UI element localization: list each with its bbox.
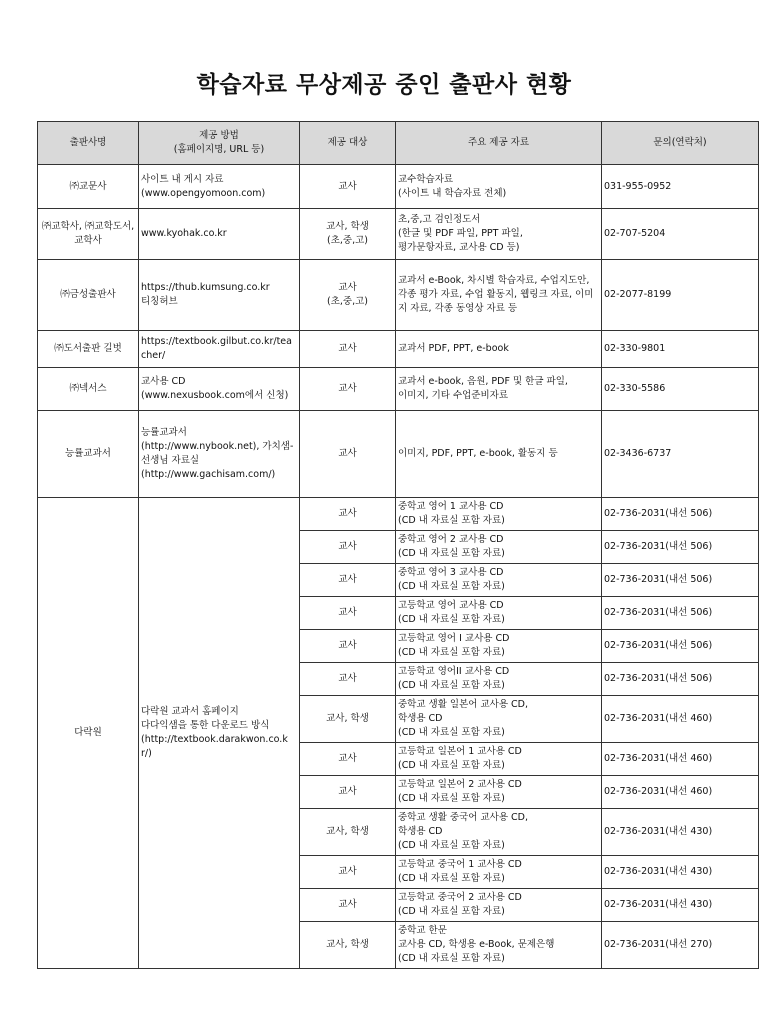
materials-cell-line: 이미지, 기타 수업준비자료 (398, 390, 509, 401)
publisher-cell: ㈜도서출판 길벗 (38, 331, 139, 368)
target-cell: 교사 (300, 498, 396, 531)
method-cell-line: (http://www.nybook.net), 가치샘-선생님 자료실 (141, 441, 294, 466)
materials-cell (396, 776, 602, 809)
materials-cell-line: 고등학교 일본어 2 교사용 CD (398, 779, 522, 790)
header-materials: 주요 제공 자료 (396, 122, 602, 165)
contact-cell: 02-330-9801 (602, 331, 759, 368)
materials-cell-line: 이미지, PDF, PPT, e-book, 활동지 등 (398, 448, 558, 459)
publisher-cell: ㈜넥서스 (38, 368, 139, 411)
materials-cell-line: (CD 내 자료실 포함 자료) (398, 515, 505, 526)
method-cell-line: https://textbook.gilbut.co.kr/teacher/ (141, 336, 292, 361)
contact-cell: 02-736-2031(내선 506) (602, 531, 759, 564)
contact-cell: 02-736-2031(내선 460) (602, 776, 759, 809)
contact-cell: 02-736-2031(내선 430) (602, 856, 759, 889)
materials-cell-line: 고등학교 영어 교사용 CD (398, 600, 504, 611)
method-cell-line: 교사용 CD (141, 376, 186, 387)
target-cell: 교사, 학생 (300, 696, 396, 743)
contact-cell: 02-736-2031(내선 506) (602, 630, 759, 663)
target-cell (300, 165, 396, 209)
materials-cell-line: 교과서 e-book, 음원, PDF 및 한글 파일, (398, 376, 568, 387)
materials-cell-line: 중학교 영어 2 교사용 CD (398, 534, 504, 545)
materials-cell (396, 889, 602, 922)
materials-cell-line: (CD 내 자료실 포함 자료) (398, 760, 505, 771)
materials-cell-line: 교과서 PDF, PPT, e-book (398, 343, 509, 354)
table-row (38, 498, 759, 531)
materials-cell (396, 856, 602, 889)
target-cell: 교사 (300, 630, 396, 663)
target-cell: 교사 (300, 564, 396, 597)
method-cell-line: https://thub.kumsung.co.kr (141, 282, 270, 293)
materials-cell (396, 260, 602, 331)
materials-cell (396, 498, 602, 531)
materials-cell (396, 165, 602, 209)
materials-cell-line: 고등학교 영어 I 교사용 CD (398, 633, 510, 644)
method-cell (139, 331, 300, 368)
materials-cell-line: 학생용 CD (398, 713, 443, 724)
target-cell (300, 209, 396, 260)
publisher-cell: ㈜교학사, ㈜교학도서, 교학사 (38, 209, 139, 260)
target-cell: 교사, 학생 (300, 809, 396, 856)
contact-cell: 02-3436-6737 (602, 411, 759, 498)
materials-cell-line: 고등학교 중국어 1 교사용 CD (398, 859, 522, 870)
materials-cell (396, 809, 602, 856)
materials-cell-line: (사이트 내 학습자료 전체) (398, 187, 507, 199)
method-cell-line: 사이트 내 게시 자료 (141, 173, 224, 185)
target-cell-line: 교사, 학생 (326, 221, 369, 232)
contact-cell: 02-736-2031(내선 460) (602, 696, 759, 743)
header-method-line: 제공 방법 (199, 130, 239, 141)
materials-cell-line: (CD 내 자료실 포함 자료) (398, 647, 505, 658)
target-cell: 교사 (300, 856, 396, 889)
target-cell (300, 368, 396, 411)
method-cell-line: (http://www.gachisam.com/) (141, 469, 276, 480)
contact-cell: 02-2077-8199 (602, 260, 759, 331)
materials-cell-line: 학생용 CD (398, 826, 443, 837)
method-cell (139, 498, 300, 969)
method-cell-line: (http://textbook.darakwon.co.kr/) (141, 734, 288, 759)
materials-cell (396, 597, 602, 630)
contact-cell: 02-330-5586 (602, 368, 759, 411)
materials-cell (396, 564, 602, 597)
target-cell-line: 교사 (338, 383, 357, 394)
table-header-row (38, 122, 759, 165)
contact-cell: 031-955-0952 (602, 165, 759, 209)
materials-cell-line: (CD 내 자료실 포함 자료) (398, 953, 505, 964)
method-cell-line: 다다익샘을 통한 다운로드 방식 (141, 720, 270, 731)
target-cell-line: 교사 (338, 282, 357, 293)
target-cell-line: (초,중,고) (327, 296, 368, 307)
materials-cell (396, 922, 602, 969)
materials-cell-line: 교과서 e-Book, 차시별 학습자료, 수업지도안, 각종 평가 자료, 수업 활동지, 웹링크 자료, 이미지 자료, 각종 동영상 자료 등 (398, 275, 594, 314)
target-cell-line: 교사 (338, 343, 357, 354)
materials-cell-line: 중학교 생활 일본어 교사용 CD, (398, 699, 528, 710)
contact-cell: 02-736-2031(내선 430) (602, 809, 759, 856)
target-cell-line: 교사 (338, 180, 357, 192)
materials-cell (396, 531, 602, 564)
materials-cell (396, 411, 602, 498)
target-cell: 교사 (300, 776, 396, 809)
materials-cell-line: (CD 내 자료실 포함 자료) (398, 581, 505, 592)
materials-cell-line: (CD 내 자료실 포함 자료) (398, 727, 505, 738)
target-cell: 교사 (300, 889, 396, 922)
materials-cell-line: 중학교 생활 중국어 교사용 CD, (398, 812, 528, 823)
materials-cell-line: (CD 내 자료실 포함 자료) (398, 873, 505, 884)
materials-cell (396, 696, 602, 743)
target-cell: 교사, 학생 (300, 922, 396, 969)
method-cell-line: www.kyohak.co.kr (141, 228, 227, 239)
target-cell: 교사 (300, 597, 396, 630)
materials-cell-line: (CD 내 자료실 포함 자료) (398, 548, 505, 559)
materials-cell (396, 743, 602, 776)
method-cell-line: 능률교과서 (141, 427, 187, 438)
materials-cell-line: (CD 내 자료실 포함 자료) (398, 906, 505, 917)
table-row (38, 165, 759, 209)
materials-cell-line: 중학교 영어 1 교사용 CD (398, 501, 504, 512)
header-method-line: (홈페이지명, URL 등) (173, 144, 265, 155)
method-cell-line: 티칭허브 (141, 296, 178, 307)
materials-cell-line: 중학교 한문 (398, 925, 447, 936)
materials-cell (396, 209, 602, 260)
method-cell (139, 209, 300, 260)
contact-cell: 02-736-2031(내선 270) (602, 922, 759, 969)
target-cell (300, 260, 396, 331)
materials-cell-line: 고등학교 영어II 교사용 CD (398, 666, 510, 677)
materials-cell (396, 630, 602, 663)
materials-cell-line: 고등학교 중국어 2 교사용 CD (398, 892, 522, 903)
publisher-table (37, 121, 759, 969)
method-cell-line: 다락원 교과서 홈페이지 (141, 706, 239, 717)
publisher-cell: 능률교과서 (38, 411, 139, 498)
method-cell-line: (www.nexusbook.com에서 신청) (141, 390, 289, 401)
materials-cell (396, 663, 602, 696)
contact-cell: 02-736-2031(내선 460) (602, 743, 759, 776)
materials-cell-line: (CD 내 자료실 포함 자료) (398, 840, 505, 851)
materials-cell-line: 고등학교 일본어 1 교사용 CD (398, 746, 522, 757)
header-publisher: 출판사명 (38, 122, 139, 165)
method-cell-line: (www.opengyomoon.com) (141, 187, 266, 199)
materials-cell-line: (CD 내 자료실 포함 자료) (398, 614, 505, 625)
materials-cell-line: 중학교 영어 3 교사용 CD (398, 567, 504, 578)
target-cell: 교사 (300, 743, 396, 776)
method-cell (139, 411, 300, 498)
materials-cell-line: 교사용 CD, 학생용 e-Book, 문제은행 (398, 939, 555, 950)
target-cell-line: 교사 (338, 448, 357, 459)
table-body (38, 165, 759, 969)
header-target: 제공 대상 (300, 122, 396, 165)
materials-cell (396, 331, 602, 368)
contact-cell: 02-736-2031(내선 506) (602, 597, 759, 630)
materials-cell-line: (한글 및 PDF 파일, PPT 파일, (398, 228, 523, 239)
contact-cell: 02-736-2031(내선 506) (602, 663, 759, 696)
table-row (38, 260, 759, 331)
header-contact: 문의(연락처) (602, 122, 759, 165)
target-cell: 교사 (300, 531, 396, 564)
contact-cell: 02-736-2031(내선 506) (602, 498, 759, 531)
materials-cell (396, 368, 602, 411)
materials-cell-line: (CD 내 자료실 포함 자료) (398, 793, 505, 804)
table-row (38, 331, 759, 368)
target-cell (300, 331, 396, 368)
publisher-cell: 다락원 (38, 498, 139, 969)
method-cell (139, 165, 300, 209)
target-cell: 교사 (300, 663, 396, 696)
publisher-cell: ㈜교문사 (38, 165, 139, 209)
materials-cell-line: 평가문항자료, 교사용 CD 등) (398, 242, 520, 253)
materials-cell-line: 교수학습자료 (398, 173, 454, 185)
materials-cell-line: 초,중,고 검인정도서 (398, 214, 481, 225)
table-row (38, 368, 759, 411)
method-cell (139, 368, 300, 411)
contact-cell: 02-736-2031(내선 430) (602, 889, 759, 922)
header-method (139, 122, 300, 165)
materials-cell-line: (CD 내 자료실 포함 자료) (398, 680, 505, 691)
table-row (38, 209, 759, 260)
publisher-cell: ㈜금성출판사 (38, 260, 139, 331)
method-cell (139, 260, 300, 331)
contact-cell: 02-707-5204 (602, 209, 759, 260)
table-row (38, 411, 759, 498)
page-title: 학습자료 무상제공 중인 출판사 현황 (196, 72, 572, 98)
target-cell (300, 411, 396, 498)
target-cell-line: (초,중,고) (327, 235, 368, 246)
contact-cell: 02-736-2031(내선 506) (602, 564, 759, 597)
